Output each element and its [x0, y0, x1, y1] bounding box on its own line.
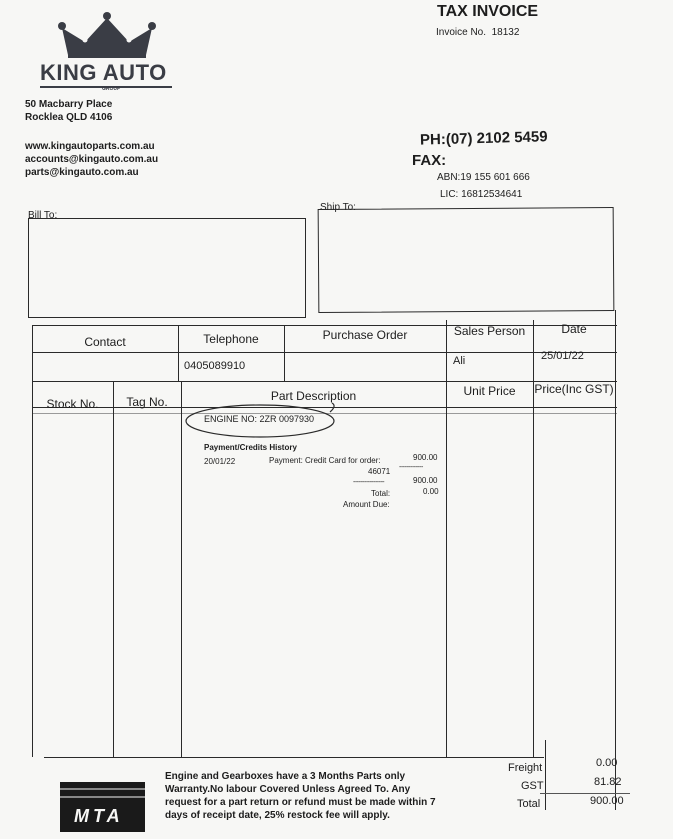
email-parts[interactable]: parts@kingauto.com.au [25, 167, 139, 178]
header-tag-no: Tag No. [126, 395, 168, 409]
payment-order-number: 46071 [368, 467, 391, 476]
fax-label: FAX: [412, 152, 447, 169]
footer-line-2: Warranty.No labour Covered Unless Agreed To. Any [165, 784, 411, 795]
lic: LIC: 16812534641 [440, 189, 523, 200]
payment-dashes-1: ------------- [399, 464, 423, 471]
mta-badge-text: MTA [74, 806, 124, 826]
header-part-description: Part Description [270, 389, 357, 403]
email-accounts[interactable]: accounts@kingauto.com.au [25, 154, 159, 165]
footer-terms [165, 770, 485, 822]
phone-number: PH:(07) 2102 5459 [419, 128, 548, 149]
footer-line-3: request for a part return or refund must be made within 7 [165, 797, 436, 808]
gst-value: 81.82 [594, 776, 622, 788]
invoice-title: TAX INVOICE [437, 3, 539, 20]
ship-to-label: Ship To: [320, 202, 356, 213]
address-line-1: 50 Macbarry Place [25, 99, 113, 110]
gst-label: GST [521, 780, 544, 792]
bill-to-label: Bill To: [28, 210, 58, 221]
header-unit-price: Unit Price [463, 384, 516, 398]
telephone-value: 0405089910 [184, 360, 246, 372]
engine-number-note: ENGINE NO: 2ZR 0097930 [204, 414, 315, 424]
logo-text: KING AUTO [40, 60, 172, 88]
total-label: Total [517, 798, 541, 810]
header-purchase-order: Purchase Order [322, 328, 408, 342]
payment-dashes-2: ----------------- [353, 479, 385, 486]
header-contact: Contact [84, 335, 126, 349]
website-link[interactable]: www.kingautoparts.com.au [25, 141, 155, 152]
abn: ABN:19 155 601 666 [437, 172, 530, 183]
freight-value: 0.00 [596, 757, 618, 769]
header-date: Date [561, 322, 587, 336]
footer-line-1: Engine and Gearboxes have a 3 Months Parts only [165, 771, 406, 782]
mta-badge [60, 782, 145, 832]
payment-total-label: Total: [371, 489, 391, 498]
header-telephone: Telephone [203, 332, 259, 346]
invoice-number: 18132 [491, 27, 520, 38]
total-value: 900.00 [590, 795, 624, 807]
date-value: 25/01/22 [541, 350, 584, 362]
header-sales-person: Sales Person [453, 324, 526, 338]
payment-date: 20/01/22 [204, 457, 236, 466]
amount-due-label: Amount Due: [343, 500, 390, 509]
address-line-2: Rocklea QLD 4106 [25, 112, 113, 123]
payment-amount: 900.00 [413, 453, 438, 462]
freight-label: Freight [508, 762, 543, 774]
payment-description: Payment: Credit Card for order: [269, 456, 381, 465]
sales-person-value: Ali [453, 355, 466, 367]
footer-line-4: days of receipt date, 25% restock fee will apply. [165, 810, 390, 821]
header-price-inc-gst: Price(Inc GST) [534, 382, 614, 396]
logo-sub: GROUP [102, 86, 121, 92]
invoice-number-label: Invoice No. [436, 27, 487, 38]
payment-history-title: Payment/Credits History [204, 443, 297, 452]
payment-total-value: 0.00 [423, 487, 439, 496]
payment-subtotal: 900.00 [413, 476, 438, 485]
header-stock-no: Stock No. [46, 397, 99, 411]
